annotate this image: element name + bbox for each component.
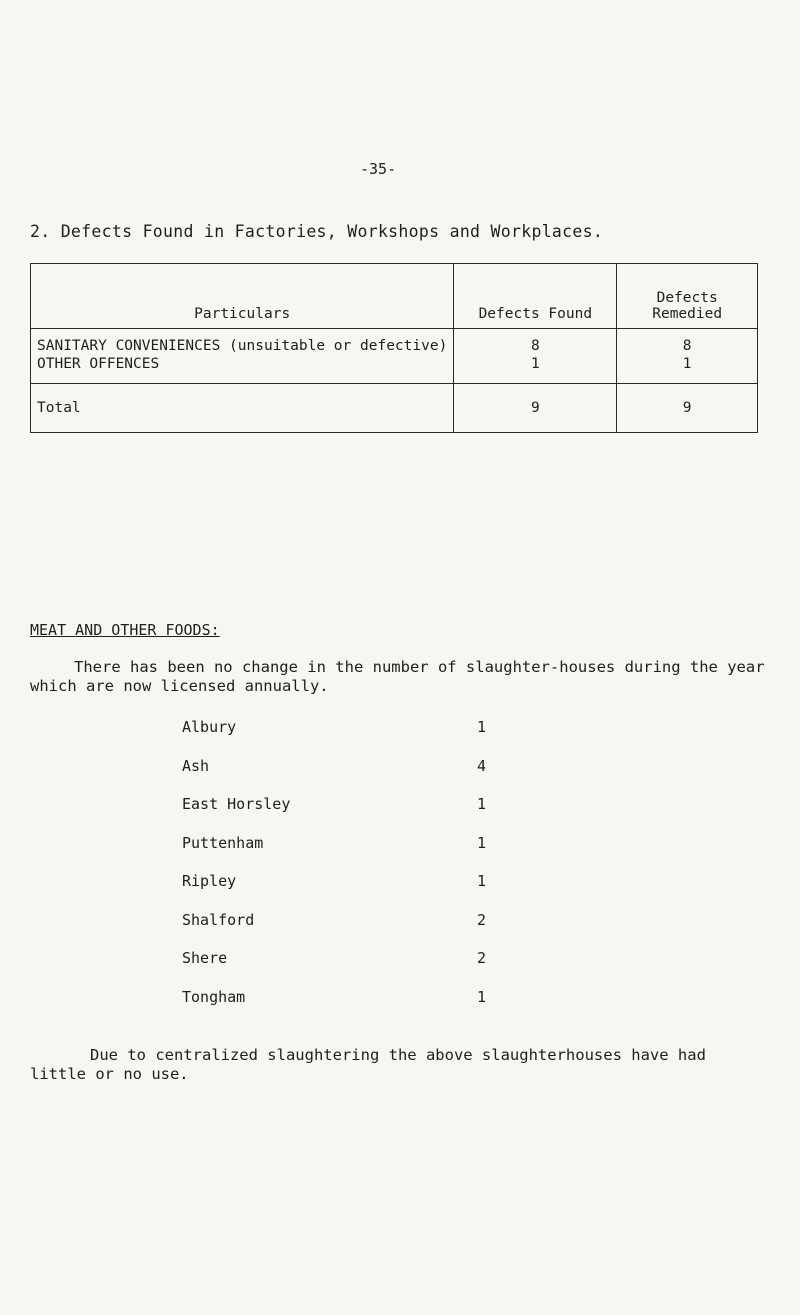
table-header-row: [31, 264, 758, 329]
cell-found: [454, 329, 617, 384]
place-count: 1: [477, 718, 487, 736]
place-name: Shere: [182, 949, 228, 967]
place-count: 1: [477, 795, 487, 813]
place-count: 1: [477, 987, 487, 1006]
place-name: Tongham: [182, 987, 246, 1006]
section-heading: 2. Defects Found in Factories, Workshops and Workplaces.: [30, 222, 604, 241]
list-item: [182, 756, 487, 796]
particulars-sanitary: SANITARY CONVENIENCES (unsuitable or defective): [37, 338, 448, 354]
page-number: -35-: [360, 160, 397, 178]
list-item: [182, 795, 487, 834]
defects-table: [30, 263, 758, 433]
remedied-other: 1: [682, 356, 692, 372]
found-other: 1: [530, 356, 540, 372]
table-row: [31, 329, 758, 384]
total-row: [31, 384, 758, 433]
place-count: 1: [477, 872, 487, 890]
place-name: East Horsley: [182, 795, 291, 813]
place-count: 4: [477, 756, 487, 775]
list-item: [182, 910, 487, 950]
header-defects-found: Defects Found: [454, 264, 617, 329]
list-item: [182, 872, 487, 911]
header-defects-remedied: Defects Remedied: [617, 264, 758, 329]
place-name: Ripley: [182, 872, 237, 890]
list-item: [182, 949, 487, 988]
closing-paragraph: Due to centralized slaughtering the above slaughterhouses have had little or no use.: [30, 1046, 706, 1083]
list-item: [182, 987, 487, 1027]
remedied-sanitary: 8: [682, 338, 692, 354]
list-item: [182, 833, 487, 873]
place-count: 1: [477, 833, 487, 852]
cell-remedied: [617, 329, 758, 384]
total-found: 9: [454, 384, 617, 433]
header-particulars: Particulars: [31, 264, 454, 329]
place-name: Puttenham: [182, 833, 264, 852]
list-item: [182, 718, 487, 757]
found-sanitary: 8: [530, 338, 540, 354]
intro-paragraph: There has been no change in the number of slaughter-houses during the year which are now licensed annually.: [30, 658, 765, 695]
place-name: Albury: [182, 718, 237, 736]
slaughterhouse-list: [182, 718, 487, 1026]
place-count: 2: [477, 949, 487, 967]
place-name: Shalford: [182, 910, 255, 929]
particulars-other: OTHER OFFENCES: [37, 356, 160, 372]
total-remedied: 9: [617, 384, 758, 433]
meat-heading: MEAT AND OTHER FOODS:: [30, 621, 220, 639]
place-name: Ash: [182, 756, 210, 775]
place-count: 2: [477, 910, 487, 929]
cell-particulars: [31, 329, 454, 384]
total-label: Total: [31, 384, 454, 433]
